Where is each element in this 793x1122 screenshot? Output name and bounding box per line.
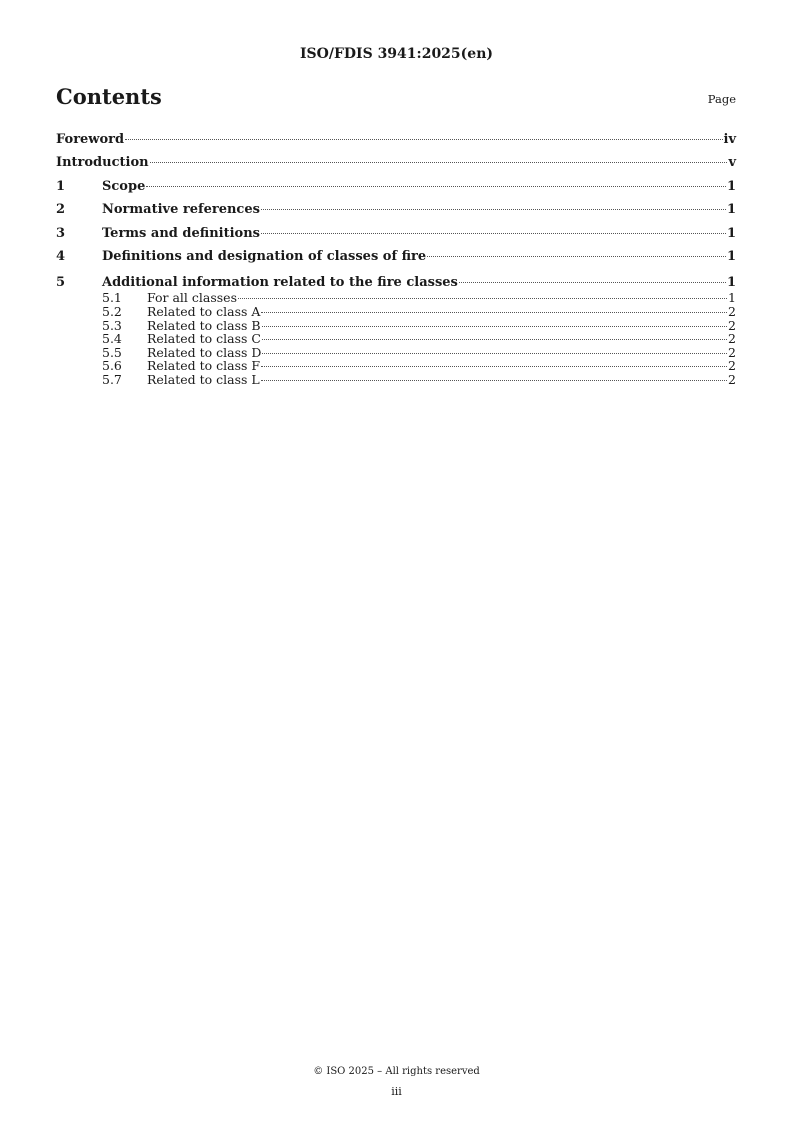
toc-subentry-label: Related to class B [147, 317, 261, 333]
toc-subentry-label: For all classes [147, 290, 237, 306]
toc-entry-foreword[interactable] [56, 128, 736, 151]
toc-entry-page: 1 [726, 275, 736, 291]
document-id-header: ISO/FDIS 3941:2025(en) [299, 46, 493, 62]
toc-subentry-number: 5.7 [102, 371, 122, 387]
toc-subentry-page: 2 [728, 331, 736, 347]
table-of-contents [56, 128, 736, 387]
toc-entry-label: Definitions and designation of classes of fire [102, 248, 427, 264]
toc-subentry-page: 2 [728, 317, 736, 333]
toc-entry-normative-references[interactable] [56, 198, 736, 221]
toc-entry-page: 1 [726, 202, 736, 218]
toc-subentry-class-l[interactable] [56, 373, 736, 387]
toc-subentry-page: 1 [728, 290, 736, 306]
dot-leader [261, 233, 726, 234]
toc-entry-scope[interactable] [56, 175, 736, 198]
toc-subentry-number: 5.3 [102, 317, 122, 333]
toc-entry-label: Introduction [56, 155, 149, 171]
toc-subentry-number: 5.1 [102, 290, 122, 306]
dot-leader [261, 209, 726, 210]
dot-leader [262, 339, 727, 340]
toc-subentry-class-b[interactable] [56, 319, 736, 333]
toc-entry-number: 3 [56, 225, 66, 241]
toc-subentry-page: 2 [728, 358, 736, 374]
dot-leader [262, 353, 727, 354]
toc-entry-page: 1 [726, 248, 736, 264]
toc-subentry-label: Related to class A [147, 303, 261, 319]
toc-subentry-label: Related to class F [147, 358, 261, 374]
dot-leader [261, 366, 727, 367]
page-number: iii [391, 1085, 402, 1098]
dot-leader [261, 380, 727, 381]
copyright-footer: © ISO 2025 – All rights reserved [313, 1066, 480, 1077]
dot-leader [427, 256, 726, 257]
toc-subentry-number: 5.5 [102, 344, 122, 360]
toc-subentry-page: 2 [728, 303, 736, 319]
toc-subentry-class-a[interactable] [56, 305, 736, 319]
toc-subentry-class-c[interactable] [56, 332, 736, 346]
dot-leader [150, 162, 728, 163]
toc-entry-terms-and-definitions[interactable] [56, 222, 736, 245]
dot-leader [261, 312, 727, 313]
toc-entry-label: Additional information related to the fire classes [102, 275, 458, 291]
toc-entry-classes-of-fire[interactable] [56, 245, 736, 268]
toc-entry-page: 1 [726, 225, 736, 241]
dot-leader [125, 139, 722, 140]
dot-leader [262, 326, 727, 327]
toc-subentry-number: 5.4 [102, 331, 122, 347]
toc-entry-number: 1 [56, 178, 66, 194]
page-column-label: Page [707, 92, 736, 106]
toc-subentry-class-f[interactable] [56, 359, 736, 373]
toc-entry-label: Scope [102, 178, 146, 194]
toc-entry-additional-information[interactable] [56, 275, 736, 291]
toc-subentry-label: Related to class L [147, 371, 260, 387]
toc-entry-label: Foreword [56, 132, 125, 147]
toc-subentry-page: 2 [728, 371, 736, 387]
toc-entry-page: v [728, 155, 736, 171]
toc-entry-page: 1 [726, 178, 736, 194]
dot-leader [146, 186, 726, 187]
toc-subentry-class-d[interactable] [56, 346, 736, 360]
toc-entry-number: 5 [56, 275, 66, 291]
toc-entry-introduction[interactable] [56, 151, 736, 174]
toc-subentry-for-all-classes[interactable] [56, 291, 736, 305]
contents-title: Contents [56, 84, 162, 109]
toc-subentry-number: 5.2 [102, 303, 122, 319]
toc-subentry-page: 2 [728, 344, 736, 360]
toc-entry-number: 2 [56, 202, 66, 218]
dot-leader [459, 282, 726, 283]
toc-entry-label: Terms and definitions [102, 225, 260, 241]
toc-entry-label: Normative references [102, 202, 260, 218]
toc-entry-page: iv [723, 132, 736, 147]
toc-entry-number: 4 [56, 248, 66, 264]
toc-subentry-number: 5.6 [102, 358, 122, 374]
toc-subentry-label: Related to class C [147, 331, 261, 347]
dot-leader [238, 298, 727, 299]
toc-subentry-label: Related to class D [147, 344, 262, 360]
